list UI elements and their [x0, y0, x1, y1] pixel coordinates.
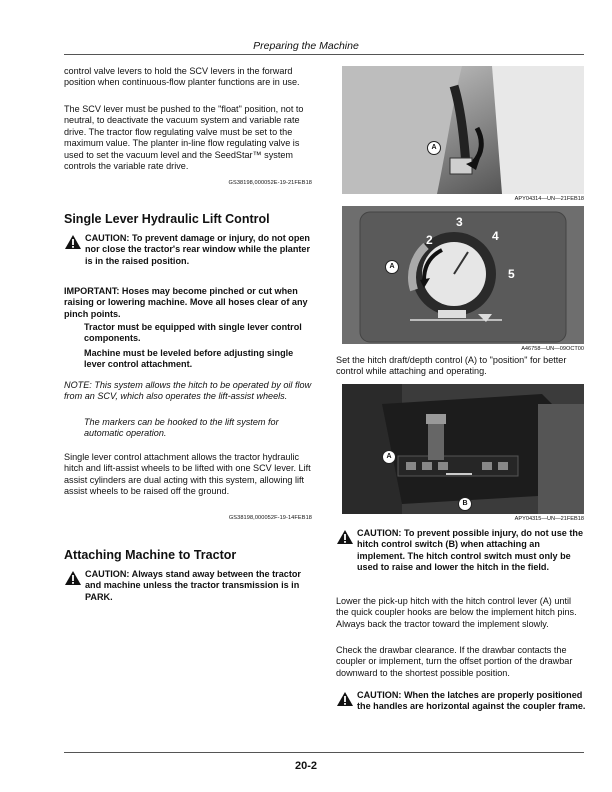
dial-number: 4	[492, 229, 499, 243]
paragraph-lower-hitch: Lower the pick-up hitch with the hitch control lever (A) until the quick coupler hooks are below the implement hitch pins. Always back the tractor toward the implement slowly.	[336, 596, 577, 629]
note-markers: The markers can be hooked to the lift system for automatic operation.	[84, 417, 279, 439]
note-oil-flow: NOTE: This system allows the hitch to be operated by oil flow from an SCV, which also operates the lift-assist wheels.	[64, 380, 312, 402]
page-number: 20-2	[294, 760, 318, 772]
caution-text: CAUTION: To prevent possible injury, do not use the hitch control switch (B) when attaching an implement. The hitch control switch must only be used to raise and lower the hitch in the field.	[357, 528, 584, 573]
caution-rear-window	[64, 233, 316, 267]
callout-b: B	[458, 497, 472, 511]
section-title-single-lever: Single Lever Hydraulic Lift Control	[64, 212, 270, 226]
dial-number: 3	[456, 215, 463, 229]
paragraph-set-hitch-draft: Set the hitch draft/depth control (A) to "position" for better control while attaching and operating.	[336, 355, 567, 377]
scv-lever-illustration	[342, 66, 584, 194]
paragraph-single-lever-attachment: Single lever control attachment allows the tractor hydraulic hitch and lift-assist wheels to be lifted with one SCV lever. Lift assist cylinders are dual acting with this system, allowing lift assist wheels to be raised off the ground.	[64, 452, 311, 497]
important-single-lever: Tractor must be equipped with single lever control components.	[84, 322, 302, 344]
hitch-control-illustration	[342, 384, 584, 514]
callout-a: A	[385, 260, 399, 274]
header-rule	[64, 54, 584, 55]
callout-a: A	[427, 141, 441, 155]
photo-draft-depth-dial	[342, 206, 584, 344]
important-leveled: Machine must be leveled before adjusting single lever control attachment.	[84, 348, 294, 370]
footer-rule	[64, 752, 584, 753]
photo-scv-lever	[342, 66, 584, 194]
reference-code: GS38198,000052E-19-21FEB18	[228, 180, 312, 186]
caution-text: CAUTION: Always stand away between the tractor and machine unless the tractor transmission is in PARK.	[85, 569, 301, 602]
caution-hitch-switch	[336, 528, 586, 574]
dial-illustration	[342, 206, 584, 344]
warning-triangle-icon	[336, 691, 354, 707]
paragraph-drawbar-clearance: Check the drawbar clearance. If the drawbar contacts the coupler or implement, turn the offset portion of the drawbar downward to the shortest possible position.	[336, 645, 573, 678]
dial-number: 5	[508, 267, 515, 281]
warning-triangle-icon	[336, 529, 354, 545]
reference-code: GS38198,000052F-19-14FEB18	[228, 515, 312, 521]
photo-hitch-control	[342, 384, 584, 514]
callout-a: A	[382, 450, 396, 464]
warning-triangle-icon	[64, 234, 82, 250]
dial-number: 2	[426, 233, 433, 247]
image-caption: APY04315—UN—21FEB18	[514, 516, 584, 522]
caution-text: CAUTION: To prevent damage or injury, do not open nor close the tractor's rear window while the planter is in the raised position.	[85, 233, 311, 266]
caution-latches	[336, 690, 586, 713]
paragraph-float-position: The SCV lever must be pushed to the "float" position, not to neutral, to deactivate the vacuum system and variable rate drive. The tractor flow regulating valve must be set to the maximum value. The planter in-line flow regulating valve is used to set the vacuum level and the SeedStar™ system controls the variable rate drive.	[64, 104, 304, 172]
caution-stand-away	[64, 569, 316, 603]
image-caption: A46758—UN—09OCT00	[521, 346, 584, 352]
caution-text: CAUTION: When the latches are properly positioned the handles are horizontal against the coupler frame.	[357, 690, 586, 712]
warning-triangle-icon	[64, 570, 82, 586]
paragraph-scv-levers: control valve levers to hold the SCV levers in the forward position when continuous-flow planter functions are in use.	[64, 66, 300, 88]
important-hoses: IMPORTANT: Hoses may become pinched or cut when raising or lowering machine. Move all hoses clear of any pinch points.	[64, 286, 308, 319]
section-title-attaching: Attaching Machine to Tractor	[64, 548, 237, 562]
page-header: Preparing the Machine	[253, 40, 359, 52]
image-caption: APY04314—UN—21FEB18	[514, 196, 584, 202]
